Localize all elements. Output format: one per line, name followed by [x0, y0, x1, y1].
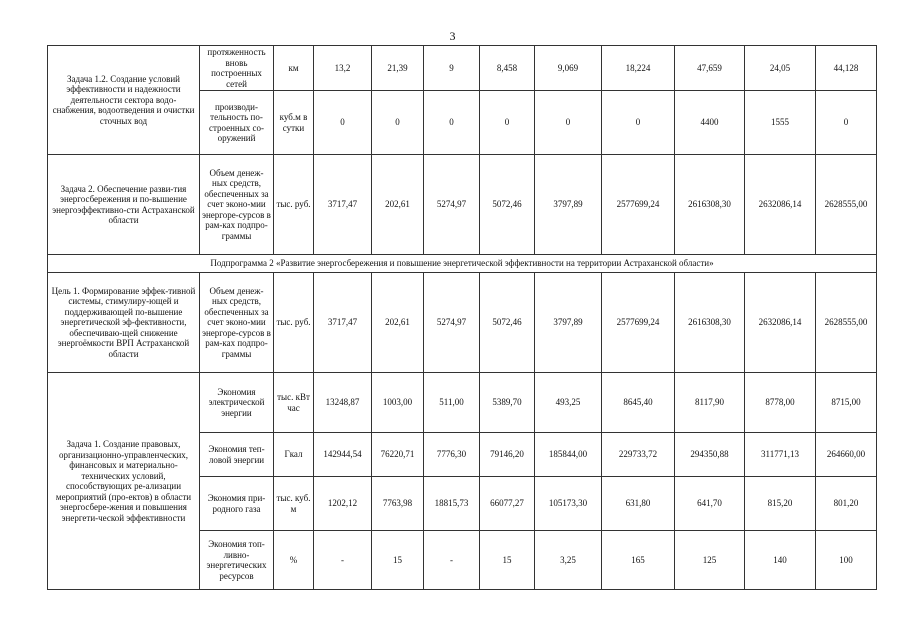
value-cell: 3,25 — [535, 531, 602, 590]
value-cell: 5389,70 — [480, 373, 535, 433]
indicator-cell: Экономия электрической энергии — [200, 373, 274, 433]
value-cell: 18,224 — [602, 46, 675, 91]
table-row — [48, 46, 877, 91]
unit-cell: тыс. руб. — [274, 155, 314, 255]
value-cell: 2577699,24 — [602, 155, 675, 255]
value-cell: 5072,46 — [480, 155, 535, 255]
subprogram-heading: Подпрограмма 2 «Развитие энергосбережения и повышение энергетической эффективности на территории Астраханской области» — [48, 255, 877, 273]
table-row — [48, 373, 877, 433]
value-cell: 8778,00 — [745, 373, 816, 433]
value-cell: 100 — [816, 531, 877, 590]
value-cell: 2632086,14 — [745, 155, 816, 255]
page-number: 3 — [449, 29, 456, 43]
value-cell: 3797,89 — [535, 155, 602, 255]
unit-cell: тыс. куб. м — [274, 477, 314, 531]
unit-cell: тыс. кВт час — [274, 373, 314, 433]
indicator-cell: Экономия при-родного газа — [200, 477, 274, 531]
unit-cell: % — [274, 531, 314, 590]
value-cell: 511,00 — [424, 373, 480, 433]
value-cell: 801,20 — [816, 477, 877, 531]
value-cell: 1202,12 — [314, 477, 372, 531]
value-cell: 7763,98 — [372, 477, 424, 531]
indicator-cell: Экономия топ-ливно-энергетических ресурсов — [200, 531, 274, 590]
value-cell: 165 — [602, 531, 675, 590]
value-cell: 0 — [535, 91, 602, 155]
value-cell: 2616308,30 — [675, 155, 745, 255]
value-cell: 13,2 — [314, 46, 372, 91]
indicator-cell: Объем денеж-ных средств, обеспеченных за счет эконо-мии энергоре-сурсов в рам-ках подпро-граммы — [200, 155, 274, 255]
value-cell: 105173,30 — [535, 477, 602, 531]
value-cell: 13248,87 — [314, 373, 372, 433]
value-cell: 18815,73 — [424, 477, 480, 531]
value-cell: 1555 — [745, 91, 816, 155]
value-cell: 2628555,00 — [816, 155, 877, 255]
table-row — [48, 255, 877, 273]
value-cell: 493,25 — [535, 373, 602, 433]
value-cell: 815,20 — [745, 477, 816, 531]
value-cell: 76220,71 — [372, 433, 424, 477]
value-cell: 0 — [372, 91, 424, 155]
value-cell: 185844,00 — [535, 433, 602, 477]
indicators-table — [47, 45, 877, 590]
value-cell: 4400 — [675, 91, 745, 155]
value-cell: 0 — [602, 91, 675, 155]
value-cell: 0 — [314, 91, 372, 155]
value-cell: 2628555,00 — [816, 273, 877, 373]
value-cell: 15 — [480, 531, 535, 590]
value-cell: 8,458 — [480, 46, 535, 91]
unit-cell: тыс. руб. — [274, 273, 314, 373]
value-cell: 47,659 — [675, 46, 745, 91]
value-cell: 3717,47 — [314, 273, 372, 373]
value-cell: 202,61 — [372, 155, 424, 255]
value-cell: 79146,20 — [480, 433, 535, 477]
value-cell: - — [424, 531, 480, 590]
value-cell: 229733,72 — [602, 433, 675, 477]
indicator-cell: протяженность вновь построенных сетей — [200, 46, 274, 91]
value-cell: 641,70 — [675, 477, 745, 531]
value-cell: 8715,00 — [816, 373, 877, 433]
value-cell: 5274,97 — [424, 155, 480, 255]
task-cell: Цель 1. Формирование эффек-тивной системы, стимулиру-ющей и поддерживающей по-вышение энергетической эф-фективности, обеспечиваю-щей снижение энергоёмкости ВРП Астраханской области — [48, 273, 200, 373]
task-cell: Задача 2. Обеспечение разви-тия энергосбережения и по-вышение энергоэффективно-сти Астраханской области — [48, 155, 200, 255]
value-cell: 15 — [372, 531, 424, 590]
value-cell: 9 — [424, 46, 480, 91]
value-cell: 631,80 — [602, 477, 675, 531]
value-cell: 311771,13 — [745, 433, 816, 477]
value-cell: 1003,00 — [372, 373, 424, 433]
value-cell: 140 — [745, 531, 816, 590]
value-cell: 2632086,14 — [745, 273, 816, 373]
value-cell: 5274,97 — [424, 273, 480, 373]
value-cell: 0 — [816, 91, 877, 155]
value-cell: 21,39 — [372, 46, 424, 91]
value-cell: 125 — [675, 531, 745, 590]
value-cell: 2577699,24 — [602, 273, 675, 373]
table-row — [48, 273, 877, 373]
value-cell: 66077,27 — [480, 477, 535, 531]
indicator-cell: производи-тельность по-строенных со-оружений — [200, 91, 274, 155]
value-cell: 24,05 — [745, 46, 816, 91]
unit-cell: куб.м в сутки — [274, 91, 314, 155]
indicator-cell: Экономия теп-ловой энергии — [200, 433, 274, 477]
value-cell: 7776,30 — [424, 433, 480, 477]
unit-cell: км — [274, 46, 314, 91]
value-cell: 294350,88 — [675, 433, 745, 477]
value-cell: - — [314, 531, 372, 590]
value-cell: 142944,54 — [314, 433, 372, 477]
unit-cell: Гкал — [274, 433, 314, 477]
value-cell: 9,069 — [535, 46, 602, 91]
value-cell: 44,128 — [816, 46, 877, 91]
indicator-cell: Объем денеж-ных средств, обеспеченных за счет эконо-мии энергоре-сурсов в рам-ках подпро-граммы — [200, 273, 274, 373]
value-cell: 8645,40 — [602, 373, 675, 433]
value-cell: 2616308,30 — [675, 273, 745, 373]
task-cell: Задача 1. Создание правовых, организационно-управленческих, финансовых и материально-технических условий, способствующих ре-ализации мероприятий (про-ектов) в области энергосбере-жения и повышения энергети-ческой эффективности — [48, 373, 200, 590]
value-cell: 0 — [424, 91, 480, 155]
value-cell: 3797,89 — [535, 273, 602, 373]
task-cell: Задача 1.2. Создание условий эффективности и надежности деятельности сектора водо-снабжения, водоотведения и очистки сточных вод — [48, 46, 200, 155]
value-cell: 202,61 — [372, 273, 424, 373]
value-cell: 0 — [480, 91, 535, 155]
value-cell: 5072,46 — [480, 273, 535, 373]
value-cell: 264660,00 — [816, 433, 877, 477]
value-cell: 3717,47 — [314, 155, 372, 255]
value-cell: 8117,90 — [675, 373, 745, 433]
table-row — [48, 155, 877, 255]
